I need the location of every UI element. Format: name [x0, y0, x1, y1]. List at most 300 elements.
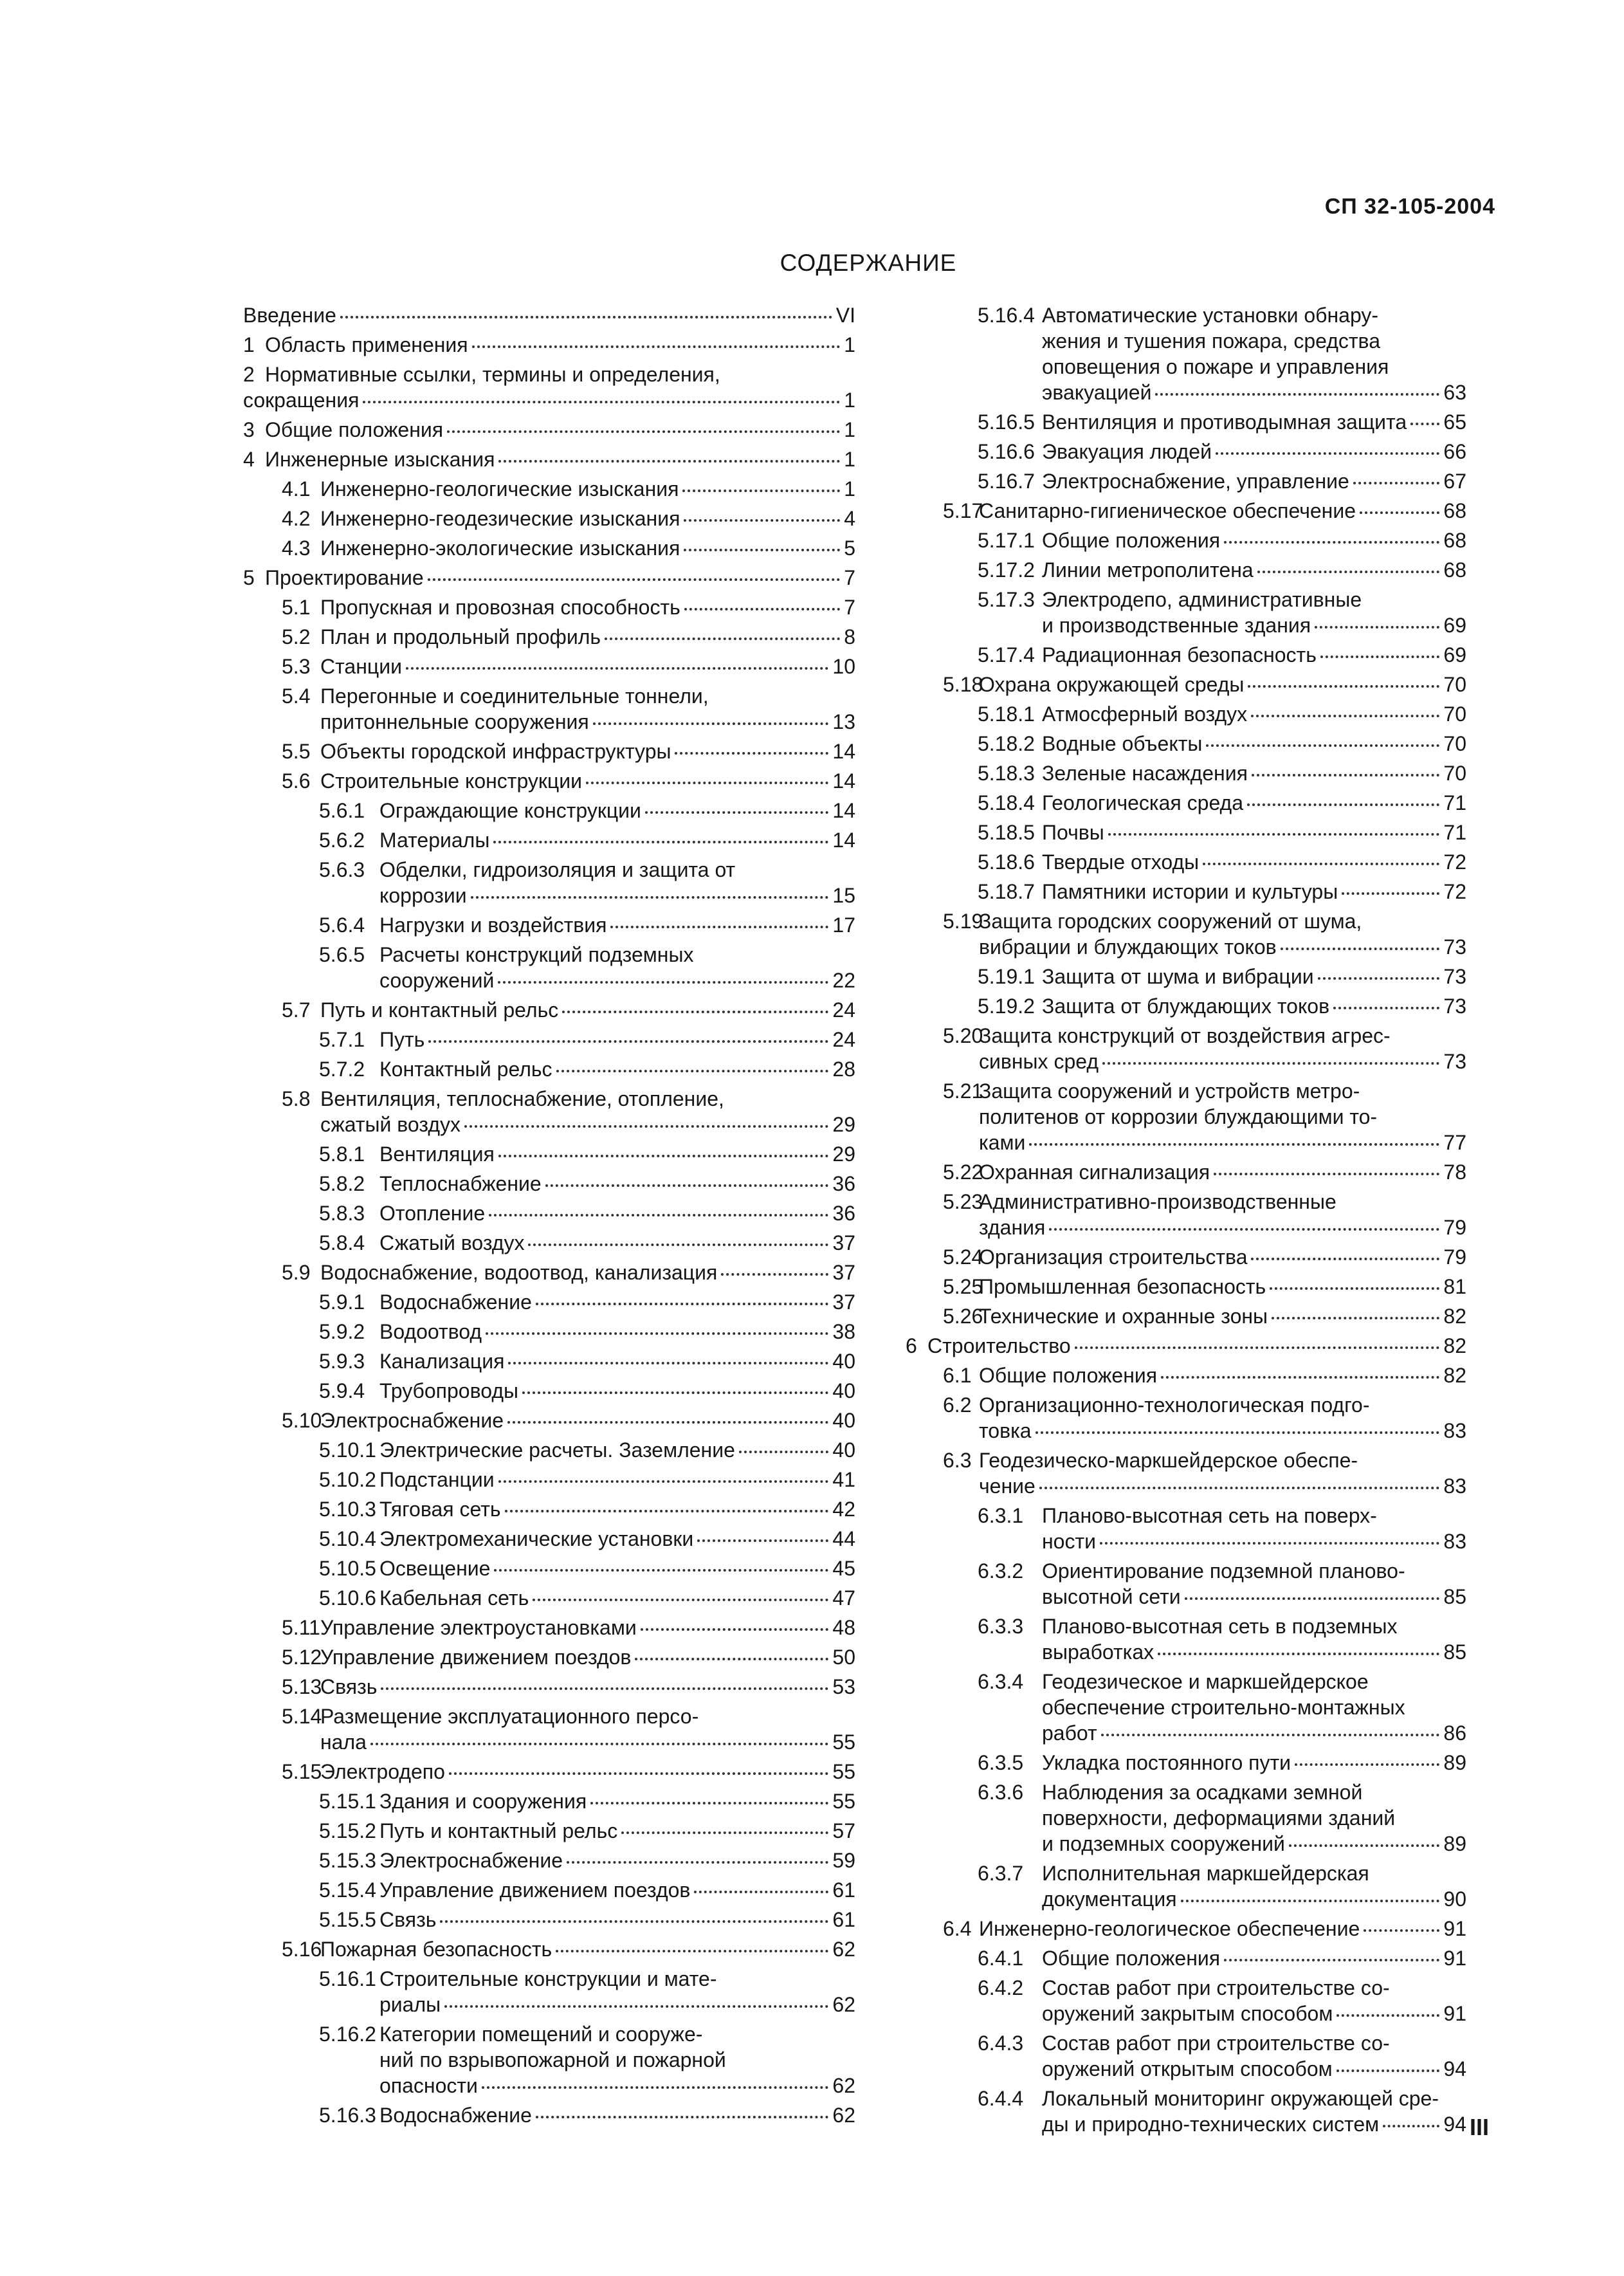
toc-title-line: Связь	[320, 1675, 378, 1698]
toc-page-number: 65	[1443, 410, 1466, 434]
dot-leader	[444, 2005, 828, 2008]
toc-number: 5.6.1	[319, 799, 365, 822]
dot-leader	[494, 1569, 828, 1572]
toc-title-line: обеспечение строительно-монтажных	[1042, 1696, 1405, 1719]
toc-title-line: Состав работ при строительстве со-	[1042, 1976, 1390, 1999]
toc-number: 5.16.6	[978, 440, 1035, 463]
toc-number: 5.12	[282, 1646, 322, 1669]
toc-entry	[243, 798, 855, 823]
toc-number: 5.16.5	[978, 410, 1035, 434]
toc-title-line: риалы	[379, 1993, 441, 2016]
toc-page-number: 14	[832, 799, 855, 822]
toc-entry	[906, 1669, 1466, 1746]
toc-number: 5.9.1	[319, 1290, 365, 1314]
toc-entry	[243, 1966, 855, 2017]
toc-number: 5.19.1	[978, 965, 1035, 988]
toc-number: 5.8.4	[319, 1231, 365, 1254]
toc-title-line: Строительные конструкции и мате-	[379, 1967, 717, 1990]
toc-entry	[906, 1447, 1466, 1499]
toc-right-column	[906, 302, 1466, 2141]
toc-number: 3	[243, 418, 255, 441]
toc-number: 5.18.5	[978, 821, 1035, 844]
toc-title-line: Защита от шума и вибрации	[1042, 965, 1314, 988]
dot-leader	[1049, 1228, 1439, 1231]
dot-leader	[1203, 863, 1439, 865]
toc-title-line: Твердые отходы	[1042, 850, 1200, 874]
toc-entry	[906, 2030, 1466, 2082]
dot-leader	[1410, 423, 1439, 425]
toc-title-line: Электроснабжение, управление	[1042, 470, 1349, 493]
toc-number: 5	[243, 566, 255, 589]
toc-page-number: 42	[832, 1498, 855, 1521]
dot-leader	[610, 926, 828, 928]
toc-title-line: эвакуацией	[1042, 381, 1152, 404]
toc-page-number: 83	[1443, 1530, 1466, 1553]
dot-leader	[605, 638, 840, 640]
toc-entry	[906, 849, 1466, 875]
toc-title-line: Геодезическо-маркшейдерское обеспе-	[979, 1449, 1358, 1472]
toc-number: 5.9.3	[319, 1350, 365, 1373]
dot-leader	[1281, 948, 1440, 950]
dot-leader	[1318, 977, 1440, 980]
toc-page-number: 13	[832, 710, 855, 733]
toc-entry	[906, 1975, 1466, 2026]
toc-title-line: Инженерно-экологические изыскания	[320, 537, 680, 560]
dot-leader	[635, 1658, 828, 1660]
dot-leader	[1102, 1062, 1439, 1065]
dot-leader	[505, 1510, 829, 1512]
toc-entry	[243, 1907, 855, 1932]
toc-title-line: Планово-высотная сеть в подземных	[1042, 1615, 1398, 1638]
toc-title-line: Путь и контактный рельс	[379, 1819, 618, 1842]
toc-page-number: 55	[832, 1790, 855, 1813]
toc-entry	[243, 2102, 855, 2128]
toc-title-line: Эвакуация людей	[1042, 440, 1212, 463]
toc-number: 6.4.4	[978, 2087, 1024, 2110]
toc-left-column	[243, 302, 855, 2132]
toc-entry	[243, 654, 855, 679]
toc-title-line: Общие положения	[1042, 529, 1221, 552]
toc-entry	[243, 1877, 855, 1903]
toc-page-number: 70	[1443, 732, 1466, 755]
toc-title-line: Введение	[243, 304, 336, 327]
toc-page-number: 86	[1443, 1721, 1466, 1745]
toc-entry	[243, 332, 855, 358]
toc-page-number: 73	[1443, 995, 1466, 1018]
toc-page-number: 7	[844, 566, 855, 589]
dot-leader	[428, 1040, 828, 1043]
toc-entry	[243, 768, 855, 794]
toc-entry	[243, 1759, 855, 1785]
toc-page-number: 61	[832, 1908, 855, 1931]
toc-title-line: Линии метрополитена	[1042, 558, 1254, 582]
toc-page-number: 55	[832, 1760, 855, 1783]
toc-page-number: 62	[832, 1938, 855, 1961]
dot-leader	[1252, 774, 1440, 776]
toc-number: 5.10	[282, 1409, 322, 1432]
toc-page-number: 79	[1443, 1216, 1466, 1239]
toc-number: 5.25	[943, 1275, 983, 1298]
toc-page-number: 28	[832, 1058, 855, 1081]
toc-entry	[906, 1303, 1466, 1329]
toc-number: 5.8.3	[319, 1202, 365, 1225]
toc-page-number: 83	[1443, 1419, 1466, 1442]
toc-number: 5.18.4	[978, 791, 1035, 814]
toc-entry	[243, 827, 855, 853]
toc-number: 5.17.4	[978, 643, 1035, 666]
toc-title-line: Вентиляция и противодымная защита	[1042, 410, 1407, 434]
toc-entry	[906, 1078, 1466, 1155]
toc-number: 6.3.5	[978, 1751, 1024, 1774]
toc-number: 5.6	[282, 769, 311, 793]
toc-title-line: Управление движением поездов	[320, 1646, 632, 1669]
toc-page-number: 67	[1443, 470, 1466, 493]
dot-leader	[533, 1599, 828, 1601]
toc-number: 5.16.3	[319, 2104, 376, 2127]
dot-leader	[682, 490, 840, 492]
toc-entry	[243, 1348, 855, 1374]
toc-page-number: 14	[832, 740, 855, 763]
toc-entry	[243, 565, 855, 591]
toc-title-line: ками	[979, 1131, 1026, 1154]
toc-page-number: 71	[1443, 821, 1466, 844]
toc-title-line: работ	[1042, 1721, 1097, 1745]
dot-leader	[1333, 1007, 1439, 1009]
toc-title-line: Памятники истории и культуры	[1042, 880, 1338, 903]
toc-page-number: 73	[1443, 965, 1466, 988]
toc-page-number: 61	[832, 1878, 855, 1902]
toc-entry	[906, 820, 1466, 845]
toc-number: 5.7.2	[319, 1058, 365, 1081]
page-number: III	[1469, 2114, 1489, 2140]
toc-title-line: Строительные конструкции	[320, 769, 582, 793]
dot-leader	[1185, 1597, 1440, 1600]
toc-entry	[906, 908, 1466, 960]
toc-title-line: Охрана окружающей среды	[979, 673, 1245, 696]
toc-number: 5.16.1	[319, 1967, 376, 1990]
toc-page-number: 1	[844, 418, 855, 441]
dot-leader	[1364, 1929, 1439, 1932]
toc-number: 5.10.2	[319, 1468, 376, 1491]
toc-title-line: Подстанции	[379, 1468, 495, 1491]
toc-title-line: Освещение	[379, 1557, 491, 1580]
dot-leader	[489, 1214, 828, 1216]
toc-entry	[906, 1159, 1466, 1185]
toc-title-line: коррозии	[379, 884, 467, 907]
toc-page-number: 37	[832, 1261, 855, 1284]
toc-number: 5.6.4	[319, 913, 365, 937]
toc-entry	[906, 1558, 1466, 1610]
dot-leader	[528, 1244, 828, 1246]
toc-title-line: Состав работ при строительстве со-	[1042, 2032, 1390, 2055]
toc-title-line: Управление движением поездов	[379, 1878, 691, 1902]
dot-leader	[1251, 1258, 1439, 1260]
toc-entry	[243, 1289, 855, 1315]
toc-page-number: 69	[1443, 614, 1466, 637]
toc-title-line: Укладка постоянного пути	[1042, 1751, 1291, 1774]
toc-title-line: Геодезическое и маркшейдерское	[1042, 1670, 1369, 1693]
toc-entry	[243, 997, 855, 1023]
toc-title-line: Сжатый воздух	[379, 1231, 525, 1254]
toc-number: 6.3.4	[978, 1670, 1024, 1693]
toc-title-line: Исполнительная маркшейдерская	[1042, 1862, 1369, 1885]
dot-leader	[370, 1743, 828, 1745]
toc-entry	[906, 642, 1466, 668]
dot-leader	[1029, 1143, 1439, 1146]
toc-number: 5.15.5	[319, 1908, 376, 1931]
toc-title-line: ды и природно-технических систем	[1042, 2113, 1380, 2136]
toc-entry	[243, 535, 855, 561]
dot-leader	[363, 401, 840, 403]
toc-entry	[243, 624, 855, 650]
toc-entry	[906, 2086, 1466, 2137]
toc-number: 5.10.4	[319, 1527, 376, 1550]
toc-number: 5.7.1	[319, 1028, 365, 1051]
toc-page-number: 38	[832, 1320, 855, 1343]
toc-title-line: Электродепо	[320, 1760, 445, 1783]
toc-page-number: 70	[1443, 702, 1466, 726]
toc-title-line: Материалы	[379, 829, 490, 852]
toc-page-number: 89	[1443, 1751, 1466, 1774]
toc-page-number: 89	[1443, 1832, 1466, 1855]
toc-entry	[906, 587, 1466, 638]
toc-entry	[906, 498, 1466, 524]
toc-entry	[906, 701, 1466, 727]
toc-title-line: Зеленые насаждения	[1042, 762, 1248, 785]
toc-page-number: 72	[1443, 850, 1466, 874]
toc-title-line: Отопление	[379, 1202, 486, 1225]
dot-leader	[739, 1451, 829, 1453]
toc-page-number: 70	[1443, 673, 1466, 696]
toc-number: 5.1	[282, 596, 311, 619]
toc-title-line: Общие положения	[265, 418, 444, 441]
dot-leader	[522, 1391, 828, 1394]
dot-leader	[1353, 482, 1440, 484]
toc-title-line: Канализация	[379, 1350, 505, 1373]
toc-number: 5.14	[282, 1705, 322, 1728]
toc-page-number: 7	[844, 596, 855, 619]
toc-number: 5.18.2	[978, 732, 1035, 755]
dot-leader	[498, 460, 840, 463]
toc-title-line: оружений закрытым способом	[1042, 2002, 1333, 2025]
toc-number: 5.6.5	[319, 943, 365, 966]
toc-page-number: 1	[844, 333, 855, 356]
toc-page-number: 14	[832, 769, 855, 793]
toc-page-number: 40	[832, 1438, 855, 1462]
toc-page-number: 37	[832, 1290, 855, 1314]
toc-page-number: 85	[1443, 1585, 1466, 1608]
dot-leader	[1224, 541, 1439, 544]
dot-leader	[508, 1362, 828, 1364]
dot-leader	[493, 841, 828, 843]
toc-title-line: ний по взрывопожарной и пожарной	[379, 2048, 726, 2071]
dot-leader	[1075, 1346, 1440, 1349]
toc-number: 6.4.1	[978, 1947, 1024, 1970]
toc-number: 5.16.7	[978, 470, 1035, 493]
toc-number: 6.1	[943, 1364, 972, 1387]
toc-title-line: Водоотвод	[379, 1320, 482, 1343]
toc-entry	[243, 857, 855, 908]
toc-entry	[243, 1027, 855, 1052]
dot-leader	[1181, 1900, 1440, 1902]
toc-page-number: 82	[1443, 1334, 1466, 1357]
toc-title-line: Водоснабжение, водоотвод, канализация	[320, 1261, 718, 1284]
toc-number: 5.22	[943, 1161, 983, 1184]
toc-page-number: 41	[832, 1468, 855, 1491]
toc-number: 6	[906, 1334, 917, 1357]
dot-leader	[567, 1861, 828, 1864]
toc-page-number: 91	[1443, 1947, 1466, 1970]
toc-title-line: Инженерные изыскания	[265, 448, 495, 471]
toc-entry	[906, 1945, 1466, 1971]
toc-entry	[906, 1392, 1466, 1444]
dot-leader	[562, 1011, 828, 1013]
dot-leader	[545, 1184, 829, 1187]
toc-number: 5.16.2	[319, 2023, 376, 2046]
toc-title-line: Область применения	[265, 333, 468, 356]
toc-title-line: Тяговая сеть	[379, 1498, 501, 1521]
toc-title-line: Организация строительства	[979, 1245, 1248, 1269]
toc-entry	[906, 790, 1466, 816]
toc-entry	[906, 468, 1466, 494]
toc-page-number: 17	[832, 913, 855, 937]
dot-leader	[428, 578, 841, 581]
dot-leader	[1320, 656, 1440, 658]
toc-page-number: 45	[832, 1557, 855, 1580]
dot-leader	[1108, 833, 1440, 836]
dot-leader	[1315, 626, 1439, 629]
toc-title-line: сивных сред	[979, 1050, 1099, 1073]
dot-leader	[586, 782, 828, 784]
toc-page-number: 94	[1443, 2113, 1466, 2136]
toc-number: 4.1	[282, 477, 311, 500]
dot-leader	[1272, 1317, 1439, 1319]
toc-page-number: 44	[832, 1527, 855, 1550]
toc-entry	[243, 476, 855, 502]
toc-number: 5.16	[282, 1938, 322, 1961]
toc-title-line: Теплоснабжение	[379, 1172, 542, 1195]
toc-title-line: Административно-производственные	[979, 1190, 1337, 1213]
toc-title-line: Контактный рельс	[379, 1058, 552, 1081]
toc-title-line: выработках	[1042, 1640, 1154, 1664]
toc-title-line: нала	[320, 1730, 367, 1754]
dot-leader	[1158, 1653, 1439, 1655]
toc-number: 5.13	[282, 1675, 322, 1698]
toc-number: 5.6.2	[319, 829, 365, 852]
toc-title-line: Защита конструкций от воздействия агрес-	[979, 1024, 1391, 1047]
dot-leader	[1248, 685, 1439, 688]
toc-entry	[906, 1189, 1466, 1240]
dot-leader	[536, 2116, 829, 2118]
toc-title-line: Промышленная безопасность	[979, 1275, 1266, 1298]
toc-entry	[243, 1788, 855, 1814]
dot-leader	[464, 1125, 828, 1128]
toc-title-line: опасности	[379, 2074, 478, 2097]
toc-number: 5.18.3	[978, 762, 1035, 785]
toc-title-line: Электрические расчеты. Заземление	[379, 1438, 735, 1462]
toc-page-number: 62	[832, 2104, 855, 2127]
toc-page-number: 40	[832, 1409, 855, 1432]
toc-page-number: 5	[844, 537, 855, 560]
toc-number: 5.2	[282, 625, 311, 648]
dot-leader	[536, 1303, 829, 1305]
toc-entry	[243, 739, 855, 764]
toc-page-number: 8	[844, 625, 855, 648]
toc-number: 6.3.1	[978, 1504, 1024, 1527]
dot-leader	[684, 519, 840, 522]
dot-leader	[1155, 393, 1439, 396]
toc-page-number: 94	[1443, 2057, 1466, 2080]
toc-entry	[243, 1378, 855, 1404]
dot-leader	[486, 1332, 828, 1335]
toc-entry	[243, 1141, 855, 1167]
toc-title-line: оповещения о пожаре и управления	[1042, 355, 1389, 378]
toc-entry	[243, 1200, 855, 1226]
toc-entry	[906, 1916, 1466, 1941]
toc-page-number: 53	[832, 1675, 855, 1698]
toc-page-number: 40	[832, 1379, 855, 1402]
page-title: СОДЕРЖАНИЕ	[780, 250, 957, 276]
toc-title-line: Почвы	[1042, 821, 1104, 844]
toc-title-line: Геологическая среда	[1042, 791, 1243, 814]
toc-title-line: Организационно-технологическая подго-	[979, 1393, 1370, 1417]
toc-entry	[243, 1526, 855, 1552]
toc-number: 5.18	[943, 673, 983, 696]
toc-page-number: 48	[832, 1616, 855, 1639]
toc-entry	[243, 1408, 855, 1433]
toc-page-number: 83	[1443, 1474, 1466, 1498]
toc-page-number: 73	[1443, 1050, 1466, 1073]
toc-entry	[906, 672, 1466, 697]
toc-entry	[243, 1585, 855, 1611]
toc-page-number: 68	[1443, 499, 1466, 522]
dot-leader	[1337, 2070, 1440, 2072]
dot-leader	[1216, 452, 1439, 455]
toc-number: 5.10.6	[319, 1586, 376, 1610]
toc-page-number: 68	[1443, 558, 1466, 582]
toc-title-line: Электроснабжение	[379, 1849, 563, 1872]
toc-title-line: высотной сети	[1042, 1585, 1181, 1608]
toc-page-number: 1	[844, 477, 855, 500]
dot-leader	[593, 722, 829, 725]
toc-title-line: Защита городских сооружений от шума,	[979, 910, 1362, 933]
toc-title-line: Путь	[379, 1028, 425, 1051]
dot-leader	[684, 608, 840, 610]
toc-title-line: Общие положения	[979, 1364, 1158, 1387]
toc-title-line: поверхности, деформациями зданий	[1042, 1806, 1396, 1830]
toc-number: 5.21	[943, 1079, 983, 1103]
toc-title-line: документация	[1042, 1887, 1177, 1911]
toc-title-line: Расчеты конструкций подземных	[379, 943, 694, 966]
dot-leader	[340, 316, 832, 318]
dot-leader	[482, 2086, 828, 2089]
toc-number: 5.4	[282, 684, 311, 708]
toc-entry	[906, 1274, 1466, 1299]
toc-number: 4.2	[282, 507, 311, 530]
toc-entry	[906, 879, 1466, 904]
toc-page-number: 59	[832, 1849, 855, 1872]
toc-title-line: Ориентирование подземной планово-	[1042, 1559, 1405, 1583]
toc-page-number: 82	[1443, 1364, 1466, 1387]
toc-number: 5.10.1	[319, 1438, 376, 1462]
toc-number: 5.20	[943, 1024, 983, 1047]
dot-leader	[1100, 1542, 1439, 1545]
dot-leader	[1257, 571, 1440, 573]
toc-entry	[906, 1779, 1466, 1857]
toc-page-number: 4	[844, 507, 855, 530]
toc-entry	[906, 731, 1466, 757]
toc-title-line: ности	[1042, 1530, 1096, 1553]
